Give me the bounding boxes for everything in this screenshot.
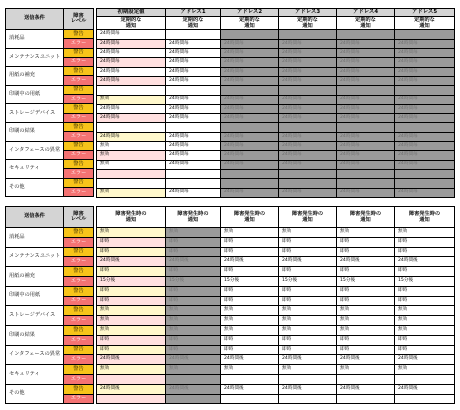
condition-header: 送信条件 [6, 9, 64, 30]
bottom-left-table [5, 206, 94, 404]
warning-level: 警告 [64, 365, 94, 375]
address-value-cell[interactable]: 無効 [221, 316, 279, 326]
address-value-cell[interactable]: 即時 [166, 267, 221, 277]
address-value-cell[interactable] [395, 394, 455, 404]
address-value-cell[interactable]: 即時 [337, 345, 395, 355]
address-value-cell[interactable]: 24時間毎 [166, 151, 221, 160]
address-value-cell[interactable]: 24時間毎 [279, 67, 337, 76]
error-level: エラー [64, 374, 94, 384]
default-value-cell[interactable]: 即時 [97, 247, 166, 257]
default-value-cell[interactable] [97, 123, 166, 132]
condition-label: インタフェースの異常 [6, 141, 64, 160]
default-value-cell[interactable]: 無効 [97, 151, 166, 160]
default-value-cell[interactable]: 24時間後 [97, 355, 166, 365]
address-value-cell[interactable]: 24時間毎 [337, 39, 395, 48]
address-value-cell[interactable]: 24時間後 [395, 355, 455, 365]
address-value-cell[interactable]: 15分後 [221, 276, 279, 286]
condition-label: メンテナンスユニット [6, 247, 64, 267]
default-value-cell[interactable]: 無効 [97, 160, 166, 169]
address-value-cell[interactable]: 無効 [166, 316, 221, 326]
address-value-cell[interactable]: 24時間後 [279, 257, 337, 267]
address-value-cell[interactable]: 24時間後 [337, 257, 395, 267]
column-header: アドレス5 [395, 9, 455, 17]
error-level: エラー [64, 296, 94, 306]
address-value-cell[interactable]: 即時 [395, 335, 455, 345]
address-value-cell[interactable]: 24時間毎 [337, 76, 395, 85]
address-value-cell[interactable]: 24時間毎 [279, 39, 337, 48]
default-value-cell[interactable]: 24時間後 [97, 257, 166, 267]
condition-label: 用紙の補充 [6, 67, 64, 86]
address-value-cell[interactable] [279, 86, 337, 95]
address-value-cell[interactable]: 24時間毎 [395, 132, 455, 141]
default-value-cell[interactable]: 即時 [97, 335, 166, 345]
warning-level: 警告 [64, 345, 94, 355]
address-value-cell[interactable] [279, 169, 337, 178]
top-settings-table [96, 8, 455, 198]
error-level: エラー [64, 169, 94, 178]
address-value-cell[interactable]: 即時 [337, 286, 395, 296]
address-value-cell[interactable]: 24時間毎 [166, 95, 221, 104]
address-value-cell[interactable]: 15分後 [395, 276, 455, 286]
error-level: エラー [64, 113, 94, 122]
address-value-cell[interactable]: 24時間毎 [221, 76, 279, 85]
condition-label: ストレージデバイス [6, 104, 64, 123]
default-value-cell[interactable]: 無効 [97, 306, 166, 316]
address-value-cell[interactable]: 24時間毎 [166, 114, 221, 123]
error-level: エラー [64, 132, 94, 141]
condition-header: 送信条件 [6, 207, 64, 228]
error-level: エラー [64, 76, 94, 85]
address-value-cell[interactable]: 24時間後 [166, 355, 221, 365]
address-value-cell[interactable] [221, 86, 279, 95]
warning-level: 警告 [64, 67, 94, 76]
condition-label: 消耗品 [6, 30, 64, 49]
column-header: 障害発生時の 通知 [166, 207, 221, 228]
address-value-cell[interactable]: 即時 [279, 267, 337, 277]
level-header: 障害 レベル [64, 9, 94, 30]
default-value-cell[interactable] [97, 169, 166, 178]
address-value-cell[interactable]: 24時間毎 [337, 58, 395, 67]
column-header: 障害発生時の 通知 [279, 207, 337, 228]
default-value-cell[interactable] [97, 86, 166, 95]
address-value-cell[interactable] [221, 179, 279, 188]
address-value-cell[interactable]: 即時 [395, 286, 455, 296]
condition-label: 印刷の結果 [6, 122, 64, 141]
error-level: エラー [64, 355, 94, 365]
address-value-cell[interactable] [395, 179, 455, 188]
column-subheader: 定期的な 通知 [166, 17, 221, 30]
address-value-cell[interactable]: 24時間後 [221, 355, 279, 365]
address-value-cell[interactable]: 24時間毎 [221, 188, 279, 197]
default-value-cell[interactable]: 即時 [97, 345, 166, 355]
default-value-cell[interactable]: 24時間後 [97, 384, 166, 394]
default-value-cell[interactable]: 即時 [97, 286, 166, 296]
address-value-cell[interactable]: 24時間毎 [221, 49, 279, 58]
address-value-cell[interactable]: 無効 [395, 306, 455, 316]
condition-label: 印刷中の用紙 [6, 85, 64, 104]
address-value-cell[interactable]: 24時間毎 [279, 114, 337, 123]
address-value-cell[interactable]: 無効 [395, 325, 455, 335]
address-value-cell[interactable]: 24時間後 [221, 257, 279, 267]
error-level: エラー [64, 237, 94, 247]
condition-label: その他 [6, 384, 64, 404]
warning-level: 警告 [64, 85, 94, 94]
condition-label: 用紙の補充 [6, 267, 64, 287]
address-value-cell[interactable]: 24時間毎 [166, 58, 221, 67]
address-value-cell[interactable] [166, 374, 221, 384]
column-header: 障害発生時の 通知 [337, 207, 395, 228]
default-value-cell[interactable] [97, 394, 166, 404]
address-value-cell[interactable]: 無効 [279, 228, 337, 238]
address-value-cell[interactable]: 24時間毎 [221, 95, 279, 104]
column-subheader: 定期的な 通知 [337, 17, 395, 30]
address-value-cell[interactable]: 24時間毎 [337, 114, 395, 123]
address-value-cell[interactable]: 無効 [166, 306, 221, 316]
address-value-cell[interactable] [337, 394, 395, 404]
address-value-cell[interactable]: 即時 [166, 237, 221, 247]
address-value-cell[interactable]: 即時 [221, 247, 279, 257]
address-value-cell[interactable] [395, 30, 455, 39]
warning-level: 警告 [64, 325, 94, 335]
address-value-cell[interactable]: 即時 [166, 286, 221, 296]
address-value-cell[interactable]: 無効 [221, 365, 279, 375]
address-value-cell[interactable]: 無効 [279, 325, 337, 335]
column-header: アドレス1 [166, 9, 221, 17]
address-value-cell[interactable]: 無効 [279, 306, 337, 316]
error-level: エラー [64, 39, 94, 48]
address-value-cell[interactable] [337, 123, 395, 132]
error-level: エラー [64, 335, 94, 345]
address-value-cell[interactable]: 即時 [279, 237, 337, 247]
address-value-cell[interactable]: 24時間毎 [395, 104, 455, 113]
address-value-cell[interactable]: 15分後 [166, 276, 221, 286]
address-value-cell[interactable]: 即時 [221, 267, 279, 277]
address-value-cell[interactable]: 24時間毎 [337, 104, 395, 113]
address-value-cell[interactable]: 24時間毎 [395, 160, 455, 169]
address-value-cell[interactable]: 24時間毎 [337, 142, 395, 151]
column-subheader: 定期的な 通知 [395, 17, 455, 30]
address-value-cell[interactable]: 24時間毎 [279, 151, 337, 160]
address-value-cell[interactable] [395, 169, 455, 178]
address-value-cell[interactable] [279, 374, 337, 384]
address-value-cell[interactable] [221, 123, 279, 132]
condition-label: ストレージデバイス [6, 306, 64, 326]
address-value-cell[interactable]: 24時間毎 [221, 39, 279, 48]
default-value-cell[interactable]: 15分後 [97, 276, 166, 286]
address-value-cell[interactable] [166, 179, 221, 188]
address-value-cell[interactable]: 24時間後 [279, 384, 337, 394]
address-value-cell[interactable]: 即時 [395, 237, 455, 247]
error-level: エラー [64, 257, 94, 267]
address-value-cell[interactable]: 24時間毎 [166, 104, 221, 113]
default-value-cell[interactable]: 24時間毎 [97, 132, 166, 141]
default-value-cell[interactable]: 無効 [97, 316, 166, 326]
address-value-cell[interactable]: 無効 [166, 228, 221, 238]
address-value-cell[interactable]: 24時間毎 [337, 49, 395, 58]
address-value-cell[interactable] [279, 394, 337, 404]
address-value-cell[interactable]: 15分後 [337, 276, 395, 286]
address-value-cell[interactable]: 即時 [166, 345, 221, 355]
address-value-cell[interactable]: 即時 [221, 335, 279, 345]
default-value-cell[interactable]: 即時 [97, 296, 166, 306]
condition-label: その他 [6, 178, 64, 197]
address-value-cell[interactable]: 無効 [221, 228, 279, 238]
address-value-cell[interactable]: 24時間毎 [221, 132, 279, 141]
address-value-cell[interactable]: 即時 [279, 345, 337, 355]
address-value-cell[interactable]: 即時 [395, 345, 455, 355]
address-value-cell[interactable]: 24時間毎 [166, 142, 221, 151]
address-value-cell[interactable]: 無効 [279, 316, 337, 326]
address-value-cell[interactable] [166, 86, 221, 95]
address-value-cell[interactable]: 即時 [221, 237, 279, 247]
warning-level: 警告 [64, 141, 94, 150]
address-value-cell[interactable] [221, 30, 279, 39]
address-value-cell[interactable]: 24時間毎 [221, 58, 279, 67]
warning-level: 警告 [64, 178, 94, 187]
address-value-cell[interactable] [279, 123, 337, 132]
bottom-settings-table [96, 206, 455, 404]
address-value-cell[interactable]: 即時 [395, 267, 455, 277]
address-value-cell[interactable]: 24時間毎 [279, 76, 337, 85]
address-value-cell[interactable]: 即時 [337, 296, 395, 306]
address-value-cell[interactable]: 24時間毎 [279, 104, 337, 113]
warning-level: 警告 [64, 247, 94, 257]
address-value-cell[interactable]: 24時間後 [279, 355, 337, 365]
address-value-cell[interactable]: 24時間後 [166, 257, 221, 267]
warning-level: 警告 [64, 30, 94, 39]
address-value-cell[interactable]: 即時 [337, 267, 395, 277]
address-value-cell[interactable]: 24時間毎 [221, 142, 279, 151]
address-value-cell[interactable]: 24時間毎 [279, 188, 337, 197]
address-value-cell[interactable]: 15分後 [279, 276, 337, 286]
address-value-cell[interactable]: 無効 [337, 228, 395, 238]
address-value-cell[interactable]: 無効 [337, 325, 395, 335]
address-value-cell[interactable]: 24時間毎 [166, 188, 221, 197]
address-value-cell[interactable]: 24時間毎 [395, 76, 455, 85]
address-value-cell[interactable]: 24時間毎 [395, 188, 455, 197]
warning-level: 警告 [64, 286, 94, 296]
warning-level: 警告 [64, 267, 94, 277]
default-value-cell[interactable]: 24時間毎 [97, 58, 166, 67]
address-value-cell[interactable]: 即時 [221, 345, 279, 355]
address-value-cell[interactable]: 即時 [166, 247, 221, 257]
error-level: エラー [64, 150, 94, 159]
address-value-cell[interactable]: 無効 [337, 316, 395, 326]
address-value-cell[interactable] [166, 30, 221, 39]
address-value-cell[interactable]: 即時 [221, 296, 279, 306]
address-value-cell[interactable]: 24時間毎 [395, 58, 455, 67]
address-value-cell[interactable] [166, 169, 221, 178]
column-header: アドレス3 [279, 9, 337, 17]
address-value-cell[interactable] [221, 169, 279, 178]
address-value-cell[interactable]: 24時間毎 [279, 132, 337, 141]
column-header: 初期設定値 [97, 9, 166, 17]
address-value-cell[interactable]: 24時間毎 [337, 95, 395, 104]
address-value-cell[interactable]: 24時間後 [395, 257, 455, 267]
address-value-cell[interactable]: 24時間毎 [337, 132, 395, 141]
address-value-cell[interactable]: 24時間後 [221, 384, 279, 394]
address-value-cell[interactable]: 24時間毎 [221, 151, 279, 160]
column-header: アドレス2 [221, 9, 279, 17]
address-value-cell[interactable]: 24時間毎 [395, 39, 455, 48]
warning-level: 警告 [64, 160, 94, 169]
address-value-cell[interactable] [279, 30, 337, 39]
default-value-cell[interactable]: 無効 [97, 142, 166, 151]
address-value-cell[interactable]: 即時 [221, 286, 279, 296]
column-subheader: 定期的な 通知 [97, 17, 166, 30]
default-value-cell[interactable]: 24時間毎 [97, 104, 166, 113]
address-value-cell[interactable] [166, 394, 221, 404]
error-level: エラー [64, 188, 94, 197]
address-value-cell[interactable]: 24時間毎 [395, 151, 455, 160]
address-value-cell[interactable]: 即時 [166, 296, 221, 306]
default-value-cell[interactable] [97, 179, 166, 188]
address-value-cell[interactable]: 即時 [166, 335, 221, 345]
default-value-cell[interactable]: 24時間毎 [97, 30, 166, 39]
address-value-cell[interactable] [337, 374, 395, 384]
error-level: エラー [64, 95, 94, 104]
address-value-cell[interactable]: 24時間毎 [279, 160, 337, 169]
address-value-cell[interactable]: 24時間毎 [337, 160, 395, 169]
default-value-cell[interactable]: 無効 [97, 325, 166, 335]
address-value-cell[interactable] [395, 86, 455, 95]
condition-label: 印刷中の用紙 [6, 286, 64, 306]
address-value-cell[interactable]: 即時 [395, 296, 455, 306]
top-left-table [5, 8, 94, 197]
column-header: 障害発生時の 通知 [221, 207, 279, 228]
address-value-cell[interactable] [337, 86, 395, 95]
address-value-cell[interactable]: 即時 [337, 247, 395, 257]
default-value-cell[interactable]: 即時 [97, 237, 166, 247]
default-value-cell[interactable]: 無効 [97, 95, 166, 104]
address-value-cell[interactable]: 24時間毎 [395, 114, 455, 123]
address-value-cell[interactable]: 24時間毎 [166, 67, 221, 76]
address-value-cell[interactable]: 即時 [337, 237, 395, 247]
address-value-cell[interactable]: 24時間毎 [166, 76, 221, 85]
address-value-cell[interactable] [337, 169, 395, 178]
address-value-cell[interactable] [279, 179, 337, 188]
address-value-cell[interactable] [221, 394, 279, 404]
address-value-cell[interactable]: 24時間毎 [395, 95, 455, 104]
address-value-cell[interactable]: 24時間毎 [337, 67, 395, 76]
address-value-cell[interactable]: 即時 [279, 247, 337, 257]
address-value-cell[interactable] [337, 30, 395, 39]
address-value-cell[interactable]: 24時間毎 [279, 49, 337, 58]
column-header: 障害発生時の 通知 [97, 207, 166, 228]
address-value-cell[interactable]: 24時間後 [337, 355, 395, 365]
address-value-cell[interactable]: 24時間毎 [166, 39, 221, 48]
error-level: エラー [64, 276, 94, 286]
error-level: エラー [64, 394, 94, 404]
default-value-cell[interactable]: 即時 [97, 267, 166, 277]
default-value-cell[interactable]: 24時間毎 [97, 67, 166, 76]
address-value-cell[interactable]: 24時間毎 [395, 67, 455, 76]
address-value-cell[interactable]: 無効 [395, 365, 455, 375]
warning-level: 警告 [64, 122, 94, 131]
address-value-cell[interactable] [166, 123, 221, 132]
condition-label: 消耗品 [6, 228, 64, 248]
address-value-cell[interactable]: 無効 [337, 306, 395, 316]
address-value-cell[interactable]: 24時間毎 [395, 49, 455, 58]
address-value-cell[interactable]: 24時間後 [395, 384, 455, 394]
address-value-cell[interactable]: 24時間毎 [221, 160, 279, 169]
address-value-cell[interactable]: 無効 [337, 365, 395, 375]
address-value-cell[interactable] [221, 374, 279, 384]
warning-level: 警告 [64, 384, 94, 394]
column-subheader: 定期的な 通知 [279, 17, 337, 30]
default-value-cell[interactable]: 24時間毎 [97, 49, 166, 58]
default-value-cell[interactable] [97, 374, 166, 384]
address-value-cell[interactable]: 即時 [279, 296, 337, 306]
condition-label: 印刷の結果 [6, 325, 64, 345]
address-value-cell[interactable]: 24時間毎 [279, 58, 337, 67]
address-value-cell[interactable]: 24時間毎 [337, 151, 395, 160]
address-value-cell[interactable] [395, 123, 455, 132]
default-value-cell[interactable]: 無効 [97, 228, 166, 238]
address-value-cell[interactable]: 24時間毎 [221, 104, 279, 113]
default-value-cell[interactable]: 24時間毎 [97, 39, 166, 48]
address-value-cell[interactable]: 24時間毎 [221, 114, 279, 123]
address-value-cell[interactable] [395, 374, 455, 384]
address-value-cell[interactable]: 無効 [279, 365, 337, 375]
address-value-cell[interactable]: 24時間毎 [166, 160, 221, 169]
address-value-cell[interactable]: 即時 [279, 286, 337, 296]
warning-level: 警告 [64, 48, 94, 57]
address-value-cell[interactable]: 24時間後 [337, 384, 395, 394]
address-value-cell[interactable]: 無効 [395, 228, 455, 238]
address-value-cell[interactable]: 無効 [221, 325, 279, 335]
warning-level: 警告 [64, 306, 94, 316]
address-value-cell[interactable] [337, 179, 395, 188]
column-subheader: 定期的な 通知 [221, 17, 279, 30]
default-value-cell[interactable]: 24時間毎 [97, 76, 166, 85]
condition-label: セキュリティ [6, 160, 64, 179]
condition-label: セキュリティ [6, 365, 64, 385]
default-value-cell[interactable]: 無効 [97, 365, 166, 375]
address-value-cell[interactable]: 無効 [166, 325, 221, 335]
address-value-cell[interactable]: 無効 [221, 306, 279, 316]
address-value-cell[interactable]: 24時間毎 [337, 188, 395, 197]
address-value-cell[interactable]: 無効 [395, 316, 455, 326]
condition-label: インタフェースの異常 [6, 345, 64, 365]
address-value-cell[interactable]: 24時間後 [166, 384, 221, 394]
default-value-cell[interactable]: 24時間毎 [97, 114, 166, 123]
warning-level: 警告 [64, 228, 94, 238]
default-value-cell[interactable]: 無効 [97, 188, 166, 197]
warning-level: 警告 [64, 104, 94, 113]
level-header: 障害 レベル [64, 207, 94, 228]
address-value-cell[interactable]: 即時 [279, 335, 337, 345]
column-header: アドレス4 [337, 9, 395, 17]
column-header: 障害発生時の 通知 [395, 207, 455, 228]
address-value-cell[interactable]: 24時間毎 [166, 132, 221, 141]
address-value-cell[interactable]: 無効 [166, 365, 221, 375]
address-value-cell[interactable]: 即時 [395, 247, 455, 257]
address-value-cell[interactable]: 24時間毎 [221, 67, 279, 76]
address-value-cell[interactable]: 24時間毎 [166, 49, 221, 58]
address-value-cell[interactable]: 即時 [337, 335, 395, 345]
error-level: エラー [64, 57, 94, 66]
condition-label: メンテナンスユニット [6, 48, 64, 67]
address-value-cell[interactable]: 24時間毎 [395, 142, 455, 151]
address-value-cell[interactable]: 24時間毎 [279, 95, 337, 104]
error-level: エラー [64, 316, 94, 326]
address-value-cell[interactable]: 24時間毎 [279, 142, 337, 151]
